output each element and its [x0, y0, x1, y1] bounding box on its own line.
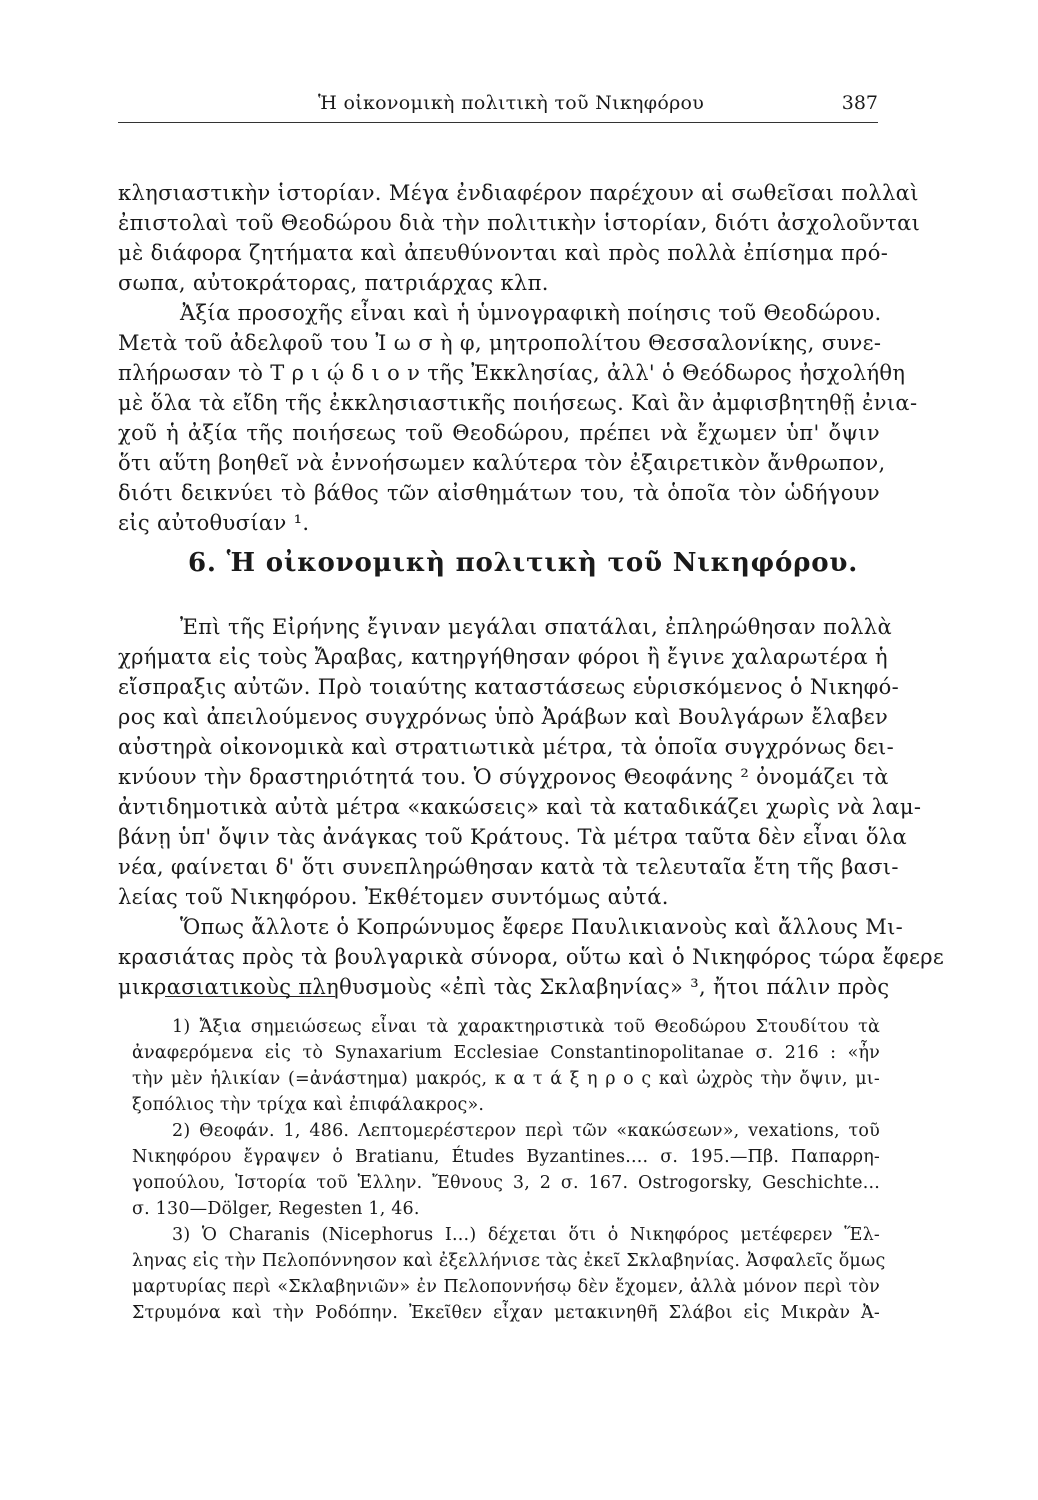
section-line: βάνῃ ὑπ' ὄψιν τὰς ἀνάγκας τοῦ Κράτους. Τὰ μέτρα ταῦτα δὲν εἶναι ὅλα	[118, 825, 908, 849]
footnote-line: τὴν μὲν ἡλικίαν (=ἀνάστημα) μακρός, κ α τ ά ξ η ρ ο ς καὶ ὠχρὸς τὴν ὄψιν, μι-	[132, 1069, 880, 1089]
section-line: αὐστηρὰ οἰκονομικὰ καὶ στρατιωτικὰ μέτρα, τὰ ὁποῖα συγχρόνως δει-	[118, 735, 895, 759]
body-line: χοῦ ἡ ἀξία τῆς ποιήσεως τοῦ Θεοδώρου, πρέπει νὰ ἔχωμεν ὑπ' ὄψιν	[118, 421, 880, 445]
footnote-line: Στρυμόνα καὶ τὴν Ροδόπην. Ἐκεῖθεν εἶχαν μετακινηθῆ Σλάβοι εἰς Μικρὰν Ἀ-	[132, 1303, 880, 1323]
body-line: Μετὰ τοῦ ἀδελφοῦ του Ἰ ω σ ὴ φ, μητροπολίτου Θεσσαλονίκης, συνε-	[118, 331, 882, 355]
running-header	[118, 92, 878, 123]
section-line: κνύουν τὴν δραστηριότητά του. Ὁ σύγχρονος Θεοφάνης ² ὀνομάζει τὰ	[118, 765, 889, 789]
footnote-line: 3) Ὁ Charanis (Nicephorus I...) δέχεται ὅτι ὁ Νικηφόρος μετέφερεν Ἕλ-	[172, 1225, 880, 1245]
section-line: εἴσπραξις αὐτῶν. Πρὸ τοιαύτης καταστάσεως εὑρισκόμενος ὁ Νικηφό-	[118, 675, 900, 699]
footnote-divider	[165, 996, 335, 997]
footnote-line: μαρτυρίας περὶ «Σκλαβηνιῶν» ἐν Πελοποννήσῳ δὲν ἔχομεν, ἀλλὰ μόνον περὶ τὸν	[132, 1277, 880, 1297]
footnote-line: ληνας εἰς τὴν Πελοπόννησον καὶ ἐξελλήνισε τὰς ἐκεῖ Σκλαβηνίας. Ἀσφαλεῖς ὅμως	[132, 1251, 886, 1271]
section-line: λείας τοῦ Νικηφόρου. Ἐκθέτομεν συντόμως αὐτά.	[118, 885, 669, 909]
footnote-line: 1) Ἄξια σημειώσεως εἶναι τὰ χαρακτηριστικὰ τοῦ Θεοδώρου Στουδίτου τὰ	[172, 1017, 880, 1037]
page-number: 387	[841, 92, 878, 114]
section-line: μικρασιατικοὺς πληθυσμοὺς «ἐπὶ τὰς Σκλαβηνίας» ³, ἤτοι πάλιν πρὸς	[118, 975, 890, 999]
body-line: σωπα, αὐτοκράτορας, πατριάρχας κλπ.	[118, 271, 549, 295]
body-line: πλήρωσαν τὸ Τ ρ ι ῴ δ ι ο ν τῆς Ἐκκλησίας, ἀλλ' ὁ Θεόδωρος ἠσχολήθη	[118, 361, 906, 385]
footnote-line: ἀναφερόμενα εἰς τὸ Synaxarium Ecclesiae Constantinopolitanae σ. 216 : «ἦν	[132, 1043, 880, 1063]
body-line: ἐπιστολαὶ τοῦ Θεοδώρου διὰ τὴν πολιτικὴν ἱστορίαν, διότι ἀσχολοῦνται	[118, 211, 921, 235]
section-line: κρασιάτας πρὸς τὰ βουλγαρικὰ σύνορα, οὕτω καὶ ὁ Νικηφόρος τώρα ἔφερε	[118, 945, 945, 969]
body-line: μὲ διάφορα ζητήματα καὶ ἀπευθύνονται καὶ πρὸς πολλὰ ἐπίσημα πρό-	[118, 241, 889, 265]
section-line: χρήματα εἰς τοὺς Ἄραβας, κατηργήθησαν φόροι ἢ ἔγινε χαλαρωτέρα ἡ	[118, 645, 888, 669]
body-line: κλησιαστικὴν ἱστορίαν. Μέγα ἐνδιαφέρον παρέχουν αἱ σωθεῖσαι πολλαὶ	[118, 181, 919, 205]
section-heading: 6. Ἡ οἰκονομικὴ πολιτικὴ τοῦ Νικηφόρου.	[188, 548, 859, 578]
section-line: νέα, φαίνεται δ' ὅτι συνεπληρώθησαν κατὰ τὰ τελευταῖα ἔτη τῆς βασι-	[118, 855, 899, 879]
body-line: ὅτι αὕτη βοηθεῖ νὰ ἐννοήσωμεν καλύτερα τὸν ἐξαιρετικὸν ἄνθρωπον,	[118, 451, 886, 475]
footnote-line: ξοπόλιος τὴν τρίχα καὶ ἐπιφάλακρος».	[132, 1095, 485, 1115]
body-line: Ἀξία προσοχῆς εἶναι καὶ ἡ ὑμνογραφικὴ ποίησις τοῦ Θεοδώρου.	[180, 301, 882, 325]
footnote-line: 2) Θεοφάν. 1, 486. Λεπτομερέστερον περὶ τῶν «κακώσεων», vexations, τοῦ	[172, 1121, 880, 1141]
footnote-line: σ. 130—Dölger, Regesten 1, 46.	[132, 1199, 420, 1219]
body-line: μὲ ὅλα τὰ εἴδη τῆς ἐκκλησιαστικῆς ποιήσεως. Καὶ ἂν ἀμφισβητηθῇ ἐνια-	[118, 391, 918, 415]
running-title: Ἡ οἰκονομικὴ πολιτικὴ τοῦ Νικηφόρου	[318, 92, 705, 114]
body-line: διότι δεικνύει τὸ βάθος τῶν αἰσθημάτων του, τὰ ὁποῖα τὸν ὡδήγουν	[118, 481, 880, 505]
footnote-line: Νικηφόρου ἔγραψεν ὁ Bratianu, Études Byzantines.... σ. 195.—Πβ. Παπαρρη-	[132, 1147, 880, 1167]
footnote-line: γοπούλου, Ἱστορία τοῦ Ἑλλην. Ἔθνους 3, 2 σ. 167. Ostrogorsky, Geschichte...	[132, 1173, 880, 1193]
section-line: Ἐπὶ τῆς Εἰρήνης ἔγιναν μεγάλαι σπατάλαι, ἐπληρώθησαν πολλὰ	[180, 615, 892, 639]
section-line: Ὅπως ἄλλοτε ὁ Κοπρώνυμος ἔφερε Παυλικιανοὺς καὶ ἄλλους Μι-	[180, 915, 904, 939]
section-line: ἀντιδημοτικὰ αὐτὰ μέτρα «κακώσεις» καὶ τὰ καταδικάζει χωρὶς νὰ λαμ-	[118, 795, 922, 819]
section-line: ρος καὶ ἀπειλούμενος συγχρόνως ὑπὸ Ἀράβων καὶ Βουλγάρων ἔλαβεν	[118, 705, 889, 729]
body-line: εἰς αὐτοθυσίαν ¹.	[118, 511, 310, 535]
